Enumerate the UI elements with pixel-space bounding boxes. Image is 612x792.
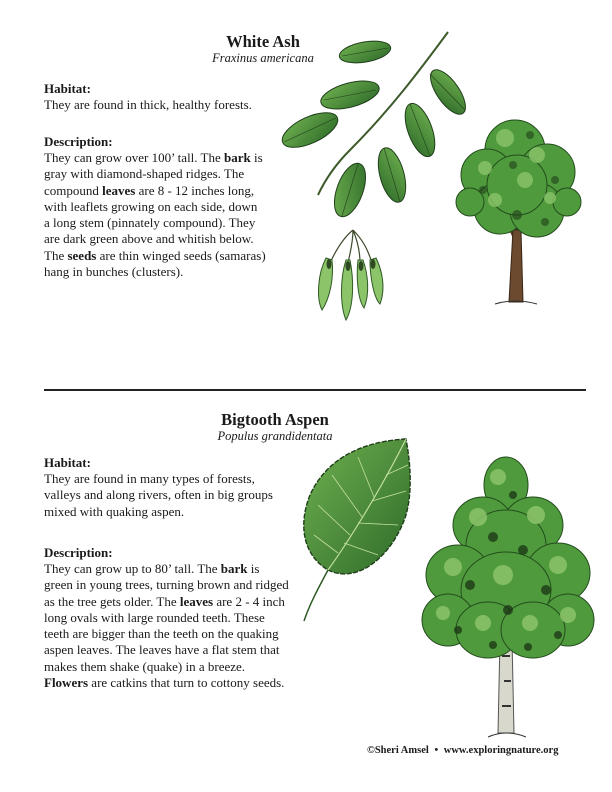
text-run: They can grow over 100’ tall. The: [44, 150, 225, 165]
bigtooth-aspen-description: [44, 561, 290, 691]
text-run: are 8 - 12 inches long, with leaflets growing on each side, down a long stem (pinnately compound). They are dark green above and whitish below. The: [44, 182, 258, 263]
white-ash-habitat-label: Habitat:: [44, 81, 91, 96]
text-run: is green in young trees, turning brown and ridged as the tree gets older. The: [44, 561, 289, 609]
text-run: are 2 - 4 inch long ovals with large rounded teeth. These teeth are bigger than the teeth on the quaking aspen leaves. The leaves have a flat stem that makes them shake (quake) in a breeze.: [44, 593, 285, 674]
white-ash-description: [44, 150, 266, 280]
white-ash-title: White Ash: [226, 32, 300, 51]
copyright-author: ©Sheri Amsel: [367, 745, 429, 756]
ash-compound-leaf-illustration: [280, 30, 460, 230]
bold-term: leaves: [102, 182, 136, 198]
bold-term: seeds: [67, 247, 97, 263]
footer-separator: •: [434, 745, 439, 756]
ash-tree-illustration: [455, 110, 585, 310]
bigtooth-aspen-scientific-name: Populus grandidentata: [217, 429, 333, 443]
white-ash-habitat-text: They are found in thick, healthy forests.: [44, 97, 252, 112]
bold-term: Flowers: [44, 675, 89, 691]
website-link[interactable]: www.exploringnature.org: [443, 745, 559, 756]
bold-term: leaves: [179, 593, 214, 609]
ash-samara-seed-cluster: [308, 228, 388, 328]
bigtooth-aspen-habitat-label: Habitat:: [44, 455, 91, 470]
bold-term: bark: [220, 561, 248, 576]
bigtooth-aspen-habitat-text: They are found in many types of forests, valleys and along rivers, often in big groups mixed with quaking aspen.: [44, 471, 273, 519]
footer-credit: [367, 745, 558, 756]
section-divider: [44, 389, 586, 391]
aspen-leaf-illustration: [298, 435, 418, 625]
text-run: They can grow up to 80’ tall. The: [44, 561, 221, 576]
white-ash-description-label: Description:: [44, 134, 113, 149]
white-ash-scientific-name: Fraxinus americana: [212, 51, 314, 65]
aspen-tree-illustration: [418, 455, 598, 740]
text-run: is gray with diamond-shaped ridges. The compound: [44, 150, 263, 198]
bigtooth-aspen-description-label: Description:: [44, 545, 113, 560]
text-run: are thin winged seeds (samaras) hang in bunches (clusters).: [44, 247, 266, 280]
text-run: are catkins that turn to cottony seeds.: [88, 675, 285, 691]
bold-term: bark: [224, 150, 251, 165]
bigtooth-aspen-title: Bigtooth Aspen: [221, 410, 329, 429]
